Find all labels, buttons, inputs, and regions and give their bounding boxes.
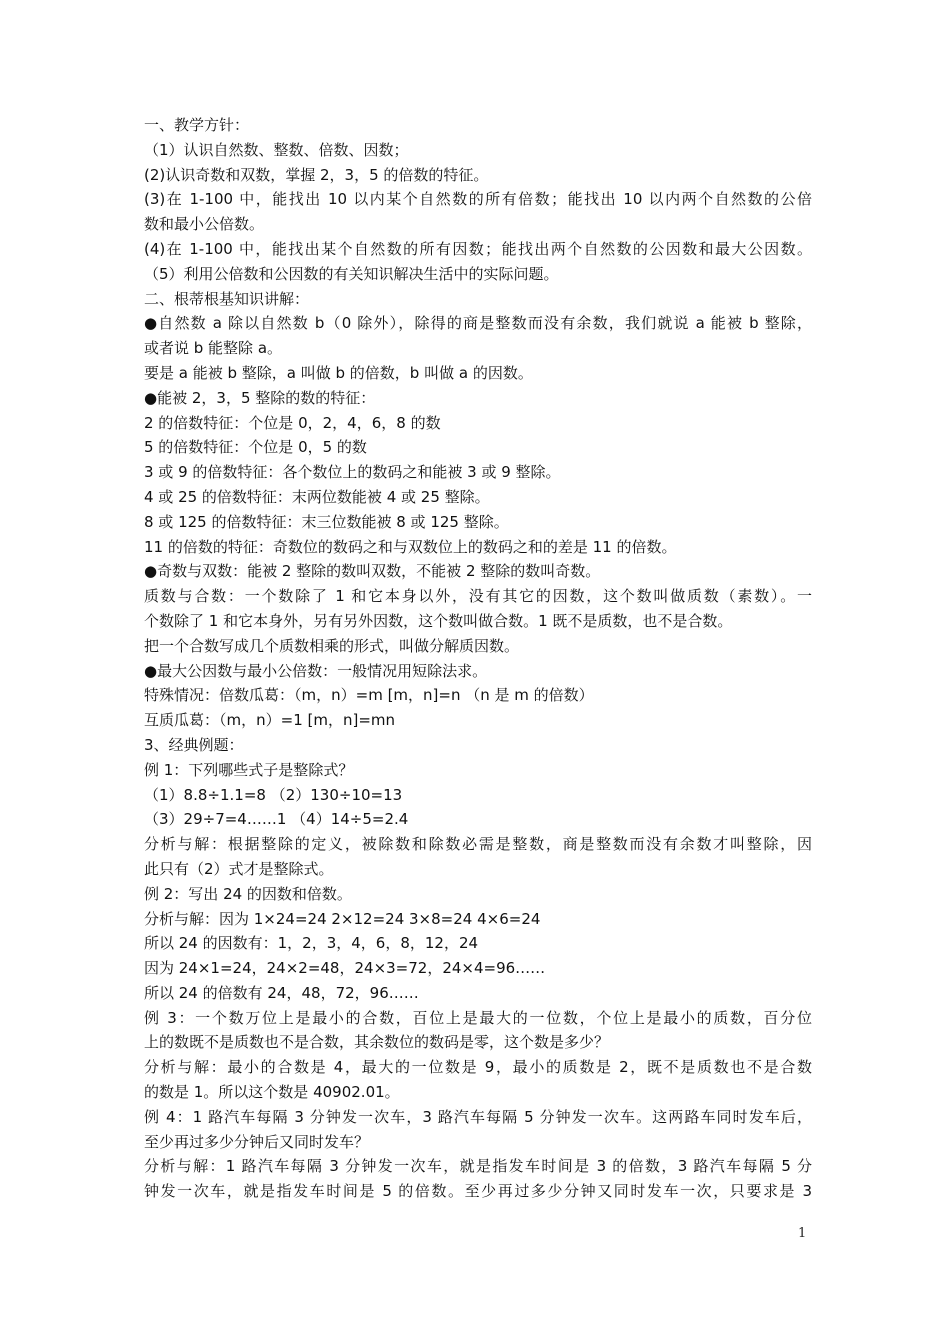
text-line: （5）利用公倍数和公因数的有关知识解决生活中的实际问题。: [144, 264, 559, 283]
text-line: 分析与解：1 路汽车每隔 3 分钟发一次车，就是指发车时间是 3 的倍数，3 路汽车每隔 5 分: [144, 1157, 812, 1176]
text-line: （3）29÷7=4……1 （4）14÷5=2.4: [144, 810, 409, 829]
text-line: 分析与解：因为 1×24=24 2×12=24 3×8=24 4×6=24: [144, 909, 541, 928]
text-line: 把一个合数写成几个质数相乘的形式，叫做分解质因数。: [144, 636, 520, 655]
text-line: 质数与合数：一个数除了 1 和它本身以外，没有其它的因数，这个数叫做质数（素数）。一: [144, 587, 812, 606]
text-line: 2 的倍数特征：个位是 0，2，4，6，8 的数: [144, 413, 441, 432]
text-line: （1）8.8÷1.1=8 （2）130÷10=13: [144, 785, 403, 804]
text-line: 分析与解：根据整除的定义，被除数和除数必需是整数，商是整数而没有余数才叫整除，因: [144, 835, 812, 854]
text-line: 所以 24 的倍数有 24，48，72，96……: [144, 983, 419, 1002]
text-line: 5 的倍数特征：个位是 0，5 的数: [144, 438, 367, 457]
text-line: 特殊情况：倍数瓜葛：（m，n）=m [m，n]=n （n 是 m 的倍数）: [144, 686, 594, 705]
text-line: (2)认识奇数和双数，掌握 2，3，5 的倍数的特征。: [144, 165, 489, 184]
text-line: 例 2：写出 24 的因数和倍数。: [144, 884, 352, 903]
text-line: 4 或 25 的倍数特征：末两位数能被 4 或 25 整除。: [144, 487, 490, 506]
text-line: ●自然数 a 除以自然数 b（0 除外），除得的商是整数而没有余数，我们就说 a 能被 b 整除，: [144, 314, 812, 333]
text-line: (3)在 1-100 中，能找出 10 以内某个自然数的所有倍数；能找出 10 以内两个自然数的公倍: [144, 190, 812, 209]
text-line: 至少再过多少分钟后又同时发车？: [144, 1132, 370, 1151]
text-line: 分析与解：最小的合数是 4，最大的一位数是 9，最小的质数是 2，既不是质数也不是合数: [144, 1058, 812, 1077]
text-line: 此只有（2）式才是整除式。: [144, 859, 334, 878]
text-line: ●奇数与双数：能被 2 整除的数叫双数，不能被 2 整除的数叫奇数。: [144, 562, 601, 581]
text-line: 或者说 b 能整除 a。: [144, 339, 283, 358]
document-page: [144, 113, 812, 1204]
text-line: 二、根蒂根基知识讲解：: [144, 289, 310, 308]
text-line: 所以 24 的因数有：1，2，3，4，6，8，12，24: [144, 934, 479, 953]
text-line: 要是 a 能被 b 整除，a 叫做 b 的倍数，b 叫做 a 的因数。: [144, 363, 533, 382]
text-line: 11 的倍数的特征：奇数位的数码之和与双数位上的数码之和的差是 11 的倍数。: [144, 537, 677, 556]
page-number: 1: [798, 1226, 807, 1241]
text-line: (4)在 1-100 中，能找出某个自然数的所有因数；能找出两个自然数的公因数和最大公因数。: [144, 239, 812, 258]
text-line: 上的数既不是质数也不是合数，其余数位的数码是零，这个数是多少？: [144, 1033, 610, 1052]
text-line: 3、经典例题：: [144, 735, 244, 754]
text-line: 数和最小公倍数。: [144, 215, 265, 234]
text-line: ●能被 2，3，5 整除的数的特征：: [144, 388, 376, 407]
text-line: 一、教学方针：: [144, 116, 250, 134]
text-line: 因为 24×1=24，24×2=48，24×3=72，24×4=96……: [144, 959, 546, 978]
text-line: 例 3：一个数万位上是最小的合数，百位上是最大的一位数，个位上是最小的质数，百分位: [144, 1008, 812, 1027]
text-line: 的数是 1。所以这个数是 40902.01。: [144, 1083, 400, 1102]
text-line: 3 或 9 的倍数特征：各个数位上的数码之和能被 3 或 9 整除。: [144, 463, 561, 482]
text-line: 个数除了 1 和它本身外，另有另外因数，这个数叫做合数。1 既不是质数，也不是合数。: [144, 611, 733, 630]
text-line: 例 4：1 路汽车每隔 3 分钟发一次车，3 路汽车每隔 5 分钟发一次车。这两路车同时发车后，: [144, 1107, 812, 1126]
text-line: ●最大公因数与最小公倍数：一般情况用短除法求。: [144, 661, 488, 680]
text-line: （1）认识自然数、整数、倍数、因数；: [144, 140, 409, 159]
text-line: 钟发一次车，就是指发车时间是 5 的倍数。至少再过多少分钟又同时发车一次，只要求是 3: [144, 1182, 812, 1201]
text-line: 例 1：下列哪些式子是整除式？: [144, 760, 354, 779]
text-line: 8 或 125 的倍数特征：末三位数能被 8 或 125 整除。: [144, 512, 509, 531]
text-line: 互质瓜葛：（m，n）=1 [m，n]=mn: [144, 711, 396, 730]
